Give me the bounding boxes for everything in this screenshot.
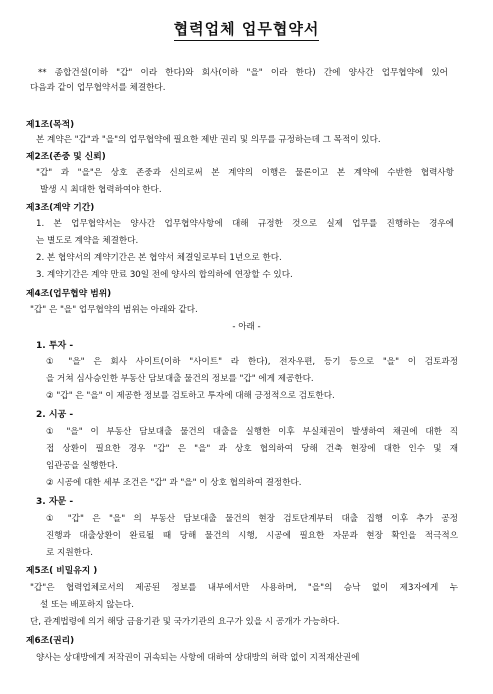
item-1-line-1: ① "을" 은 회사 사이트(이하 "사이트" 라 한다), 전자우편, 등기 등으로 "을" 이 검토과정 — [46, 357, 458, 367]
article-5-line-3: 단, 관계법령에 의거 해당 금융기관 및 국가기관의 요구가 있을 시 공개가 가능하다. — [30, 617, 340, 627]
item-1-line-2: 을 거쳐 심사승인한 부동산 담보대출 물건의 정보를 "갑" 에게 제공한다. — [46, 374, 314, 384]
article-1-heading: 제1조(목적) — [26, 120, 75, 130]
intro-line-1: ** 종합건설(이하 "갑" 이라 한다)와 회사(이하 "을" 이라 한다) 간에 양사간 업무협약에 있어 — [38, 68, 448, 78]
article-5-heading: 제5조( 비밀유지 ) — [26, 566, 98, 576]
article-3-line-4: 3. 계약기간은 계약 만료 30일 전에 양사의 합의하에 연장할 수 있다. — [36, 270, 293, 280]
item-3-heading: 3. 자문 - — [36, 497, 74, 507]
item-2-line-1: ① "을" 이 부동산 담보대출 물건의 대출을 실행한 이후 부실채권이 발생하여 채권에 대한 직 — [46, 427, 458, 437]
item-2-heading: 2. 시공 - — [36, 410, 74, 420]
item-3-line-1: ① "갑" 은 "을" 의 부동산 담보대출 물건의 현장 검토단계부터 대출 집행 이후 추가 공정 — [46, 514, 458, 524]
document-title: 협력업체 업무협약서 — [0, 18, 493, 39]
item-3-line-2: 진행과 대출상환이 완료될 때 당해 물건의 시행, 시공에 필요한 자문과 현장 확인을 적극적으 — [46, 531, 458, 541]
item-2-line-3: 임관공을 실행한다. — [46, 461, 118, 471]
item-1-line-3: ② "갑" 은 "을" 이 제공한 정보를 검토하고 투자에 대해 긍정적으로 검토한다. — [46, 391, 335, 401]
article-3-line-1: 1. 본 업무협약서는 양사간 업무협약사항에 대해 규정한 것으로 실제 업무를 진행하는 경우에 — [36, 219, 454, 229]
article-2-heading: 제2조(존중 및 신뢰) — [26, 152, 106, 162]
article-4-heading: 제4조(업무협약 범위) — [26, 289, 112, 299]
intro-line-2: 다음과 같이 업무협약서를 체결한다. — [30, 83, 166, 93]
item-2-line-4: ② 시공에 대한 세부 조건은 "갑" 과 "을" 이 상호 협의하여 결정한다. — [46, 478, 302, 488]
item-2-line-2: 접 상환이 필요한 경우 "갑" 은 "을" 과 상호 협의하여 당해 건축 현장에 대한 인수 및 재 — [46, 444, 458, 454]
article-4-scope: "갑" 은 "을" 업무협약의 범위는 아래와 같다. — [30, 305, 198, 315]
item-3-line-3: 로 지원한다. — [46, 548, 93, 558]
article-6-heading: 제6조(권리) — [26, 636, 75, 646]
article-3-line-3: 2. 본 협약서의 계약기간은 본 협약서 체결일로부터 1년으로 한다. — [36, 253, 282, 263]
article-4-below-marker: - 아래 - — [232, 322, 261, 332]
article-1-text: 본 계약은 "갑"과 "을"의 업무협약에 필요한 제반 권리 및 의무를 규정하는데 그 목적이 있다. — [36, 135, 381, 145]
article-2-line-2: 발생 시 최대한 협력하여야 한다. — [40, 185, 162, 195]
item-1-heading: 1. 투자 - — [36, 341, 74, 351]
article-3-heading: 제3조(계약 기간) — [26, 203, 95, 213]
article-5-line-1: "갑"은 협력업체로서의 제공된 정보를 내부에서만 사용하며, "을"의 승낙 없이 제3자에게 누 — [30, 583, 458, 593]
article-3-line-2: 는 별도로 계약을 체결한다. — [36, 236, 139, 246]
article-2-line-1: "갑" 과 "을"은 상호 존중과 신의로써 본 계약의 이행은 물론이고 본 계약에 수반한 협력사항 — [36, 168, 454, 178]
article-6-line-1: 양사는 상대방에게 저작권이 귀속되는 사항에 대하여 상대방의 허락 없이 지적재산권에 — [36, 653, 360, 663]
article-5-line-2: 설 또는 배포하지 않는다. — [40, 600, 134, 610]
